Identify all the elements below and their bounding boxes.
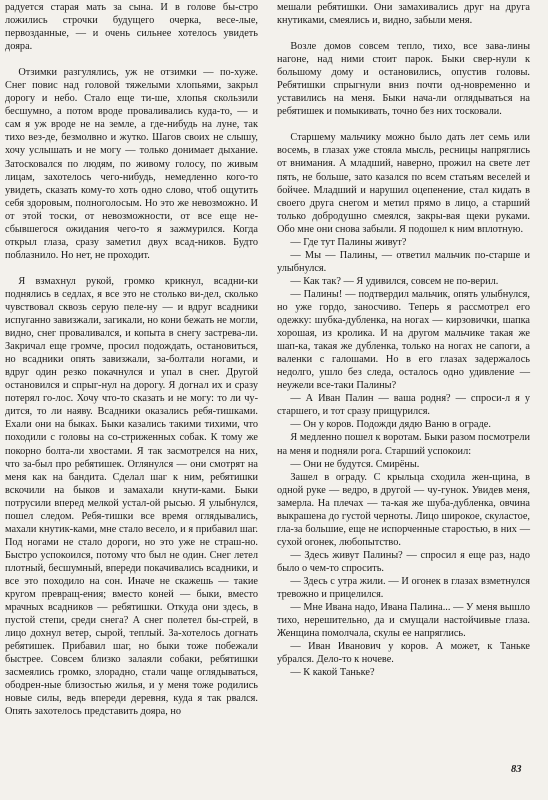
dialogue-line: — Они не будутся. Смирёны.	[290, 458, 420, 470]
dialogue-line: — Здесь живут Палины? — спросил я еще раз, надо было о чем-то спросить.	[277, 549, 530, 574]
right-text-column	[277, 1, 530, 679]
dialogue-line: — А Иван Палин — ваша родня? — спроси-л я у старшего, и тот сразу прищурился.	[277, 393, 530, 418]
left-text-column	[5, 1, 258, 718]
paragraph: Я медленно пошел к воротам. Быки разом посмотрели на меня и подняли рога. Старший успокоил:	[277, 432, 530, 457]
paragraph: Зашел в ограду. С крыльца сходила жен-щина, в одной руке — ведро, в другой — чу-гунок. Увидев меня, замерла. На плечах — та-кая же шуба-дубленка, овчина выкрашена до густой черноты. Лицо широкое, скуластое, гла-за большие, еще не испорченные старостью, в них — сухой огонек, любопытство.	[277, 471, 530, 548]
paragraph: мешали ребятишки. Они замахивались друг на друга кнутиками, смеялись и, видно, забыли меня.	[277, 2, 530, 27]
paragraph: Я взмахнул рукой, громко крикнул, всадни-ки поднялись в седлах, я все это не столько ви-дел, сколько чувствовал сквозь серую пеле-ну — и вдруг всадники испуганно завизжали, загикали, но кони бежать не могли, видно, снег проваливался, и копыта в снегу застрева-ли. Закричал еще громче, просил подождать, остановиться, но всадники опять завизжали, за-болтали ногами, и вдруг один резко покачнулся и упал в снег. Другой остановился и спрыг-нул на дорогу. Я догнал их и сразу потерял го-лос. Хочу что-то сказать и не могу: то ли чу-дится, то ли наяву. Всадники оказались ребя-тишками. Ехали они на быках. Быки казались такими тихими, что походили с головы на со-стриженных собак. К тому же покорно болта-ли хвостами. Я так засмотрелся на них, что за-был про ребятишек. Оглянулся — они смотрят на меня как на бандита. Сделал шаг к ним, ребятишки вскочили на быков и замахали кнути-ками. Быки потрусили вперед мелкой устал-ой рысью. Я улыбнулся, пошел следом. Ребя-тишки все время оглядывались, махали кнутик-ками, мне стало весело, и я прибавил шаг. Под ногами не стало дороги, но это уже не страш-но. Быстро успокоился, потому что был не один. Снег летел плотный, бесшумный, впереди покачивались всадники, и все это походило на сон. Иначе не скажешь — такие кругом превращ-ения; вместо коней — быки, вместо мрачных всадников — ребятишки. Откуда они здесь, в пустой степи, среди снега? А снег полетел бы-стрей, в лицо дохнул ветер, сырой, теплый. За-хотелось догнать ребятишек. Прибавил шаг, но быки тоже побежали быстрее. Совсем близко залаяли собаки, ребятишки засмеялись громко, злорадно, стали чаще оглядываться, ободрен-ные близостью жилья, и у меня тоже родились новые силы, ведь впереди деревня, куда я так рвался. Опять захотелось представить доярa, но	[5, 275, 258, 718]
dialogue-line: — Иван Иванович у коров. А может, к Таньке убрался. Дело-то к ночеве.	[277, 641, 530, 666]
dialogue-line: — Мне Ивана надо, Ивана Палина... — У меня вышло тихо, нерешительно, да и смущали настойчивые глаза. Женщина помолчала, скулы ее напряглись.	[277, 602, 530, 640]
dialogue-line: — Здесь с утра жили. — И огонек в глазах взметнулся тревожно и прицелился.	[277, 575, 530, 601]
paragraph: радуется старая мать за сына. И в голове бы-стро ложились строчки будущего очерка, весе-лые, первозданные, — и очень сильнее хотелось увидеть доярa.	[5, 2, 258, 53]
dialogue-line: — Где тут Палины живут?	[290, 236, 407, 248]
paragraph: Старшему мальчику можно было дать лет семь или восемь, в глазах уже стояла мысль, ресницы напряглись от внимания. А младший, наверно, прожил на свете лет пять, не больше, зато казался по всем статьям веселей и бойчее. Младший и нарушил оцепенение, стал кидать в своего друга снегом и метил прямо в лицо, а старший только добродушно смеялся, закры-вая щеки руками. Обо мне они снова забыли. Я подошел к ним вплотную.	[277, 132, 530, 235]
page-number: 83	[511, 764, 522, 775]
dialogue-line: — Он у коров. Подожди дядю Ваню в ограде.	[290, 419, 491, 431]
paragraph: Возле домов совсем тепло, тихо, все зава-лины нагоне, над ними стоит парок. Быки свер-нули к большому дому и остановились, опустив головы. Ребятишки спрыгнули вниз почти од-новременно и уставились на меня. Быки нача-ли оглядываться на ребятишек и помыкивать, точно без них тосковали.	[277, 41, 530, 118]
dialogue-line: — Палины! — подтвердил мальчик, опять улыбнулся, но уже гордо, заносчиво. Теперь я рассмотрел его одежку: шубка-дубленка, на ногах — кирзовички, шапка хорошая, из кролика. И на другом мальчике такая же шап-ка, такая же дубленка, только на ногах не сапоги, а валенки с галошами. Но в его глазах задержалось недолго, ушло без следа, осталось одно удивление — неужели все-таки Палины?	[277, 288, 530, 392]
paragraph: Отзимки разгулялись, уж не отзимки — по-хуже. Снег повис над головой тяжелыми хлопьями, закрыл дорогу и небо. Стало еще ти-ше, хлопья скользили бесшумно, а потом вроде проваливались куда-то, — и сам я уж вроде не на земле, а где-нибудь на луне, так тихо вез-де, безмолвно и жутко. Шагов своих не слышу, хочу услышать и не могу — только донимает дыхание. Затосковался по людям, по живому голосу, по живым лицам, захотелось чего-нибудь, немедленно кого-то увидеть, сказать кому-то хоть одно слово, чтоб ощутить себя здоровым, полноголосым. Но это же невозможно. И от этой тоски, от невозможности, от все еще не-сбывшегося ожидания чего-то я зажмурился. Когда открыл глаза, сразу заметил двух всад-ников. Будто поблазнило. Но нет, не проходит.	[5, 67, 258, 261]
dialogue-line: — Как так? — Я удивился, совсем не по-верил.	[290, 275, 499, 287]
dialogue-line: — К какой Таньке?	[290, 667, 375, 679]
dialogue-line: — Мы — Палины, — ответил мальчик по-старше и улыбнулся.	[277, 249, 530, 274]
